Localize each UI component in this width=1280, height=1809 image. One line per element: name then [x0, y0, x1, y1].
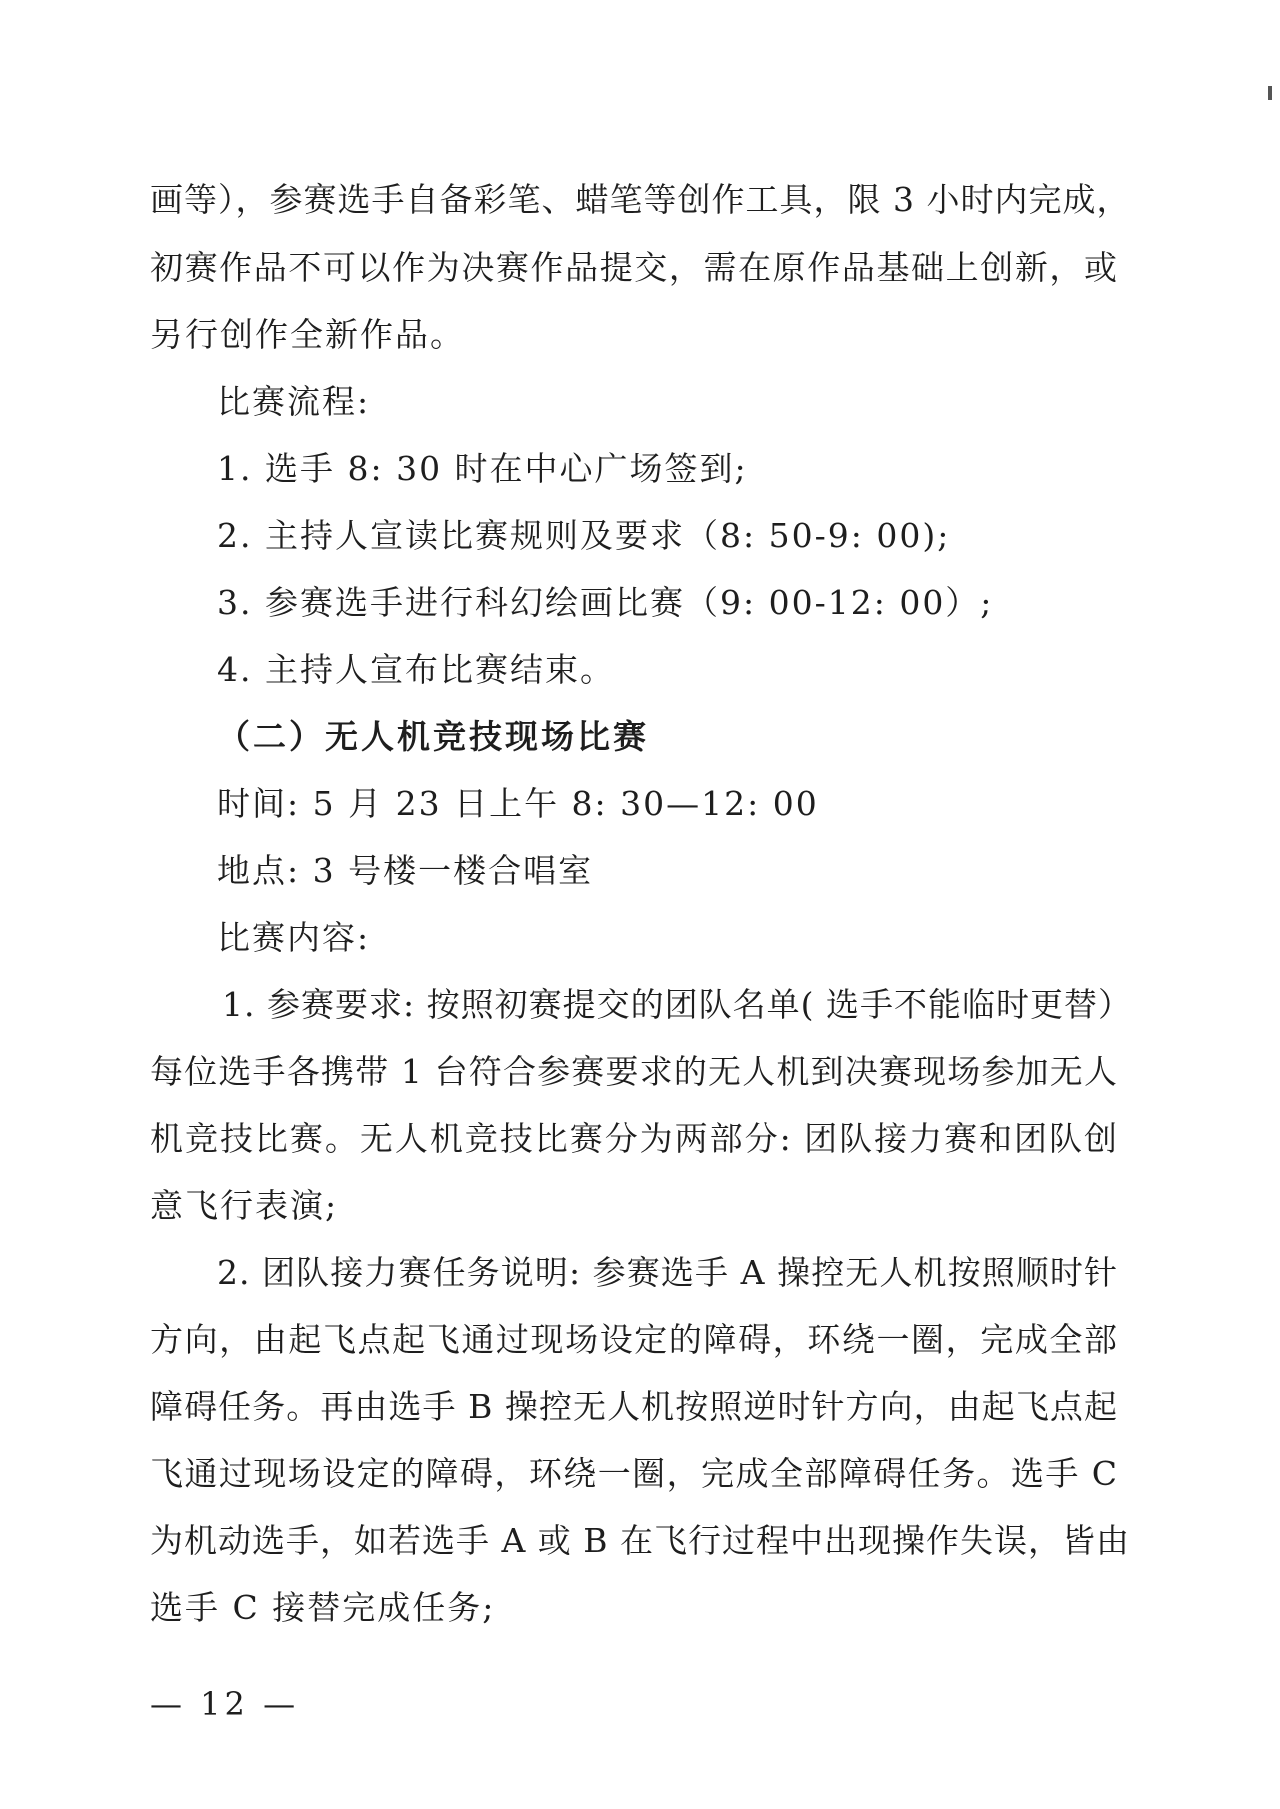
event-time: 时间: 5 月 23 日上午 8: 30—12: 00 [217, 784, 819, 823]
paragraph-line: 初赛作品不可以作为决赛作品提交，需在原作品基础上创新，或 [150, 248, 1118, 287]
paragraph-line: 机竞技比赛。无人机竞技比赛分为两部分: 团队接力赛和团队创 [150, 1119, 1118, 1158]
paragraph-line: 意飞行表演; [150, 1186, 339, 1225]
paragraph-line: 方向，由起飞点起飞通过现场设定的障碍，环绕一圈，完成全部 [150, 1320, 1118, 1359]
page-number: — 12 — [150, 1685, 300, 1723]
paragraph-line: 选手 C 接替完成任务; [150, 1588, 496, 1627]
paragraph-line: 每位选手各携带 1 台符合参赛要求的无人机到决赛现场参加无人 [150, 1052, 1118, 1091]
list-item: 1. 选手 8: 30 时在中心广场签到; [217, 449, 748, 488]
paragraph-line: 1. 参赛要求: 按照初赛提交的团队名单( 选手不能临时更替） [222, 985, 1132, 1024]
event-location: 地点: 3 号楼一楼合唱室 [217, 851, 594, 890]
list-item: 4. 主持人宣布比赛结束。 [217, 650, 615, 689]
paragraph-line: 飞通过现场设定的障碍，环绕一圈，完成全部障碍任务。选手 C [150, 1454, 1118, 1493]
list-item: 3. 参赛选手进行科幻绘画比赛（9: 00-12: 00）; [217, 583, 994, 622]
section-label: 比赛内容: [217, 918, 371, 957]
section-heading: （二）无人机竞技现场比赛 [217, 717, 649, 756]
scan-edge-mark [1268, 86, 1272, 100]
section-label: 比赛流程: [217, 382, 371, 421]
paragraph-line: 障碍任务。再由选手 B 操控无人机按照逆时针方向，由起飞点起 [150, 1387, 1118, 1426]
paragraph-line: 2. 团队接力赛任务说明: 参赛选手 A 操控无人机按照顺时针 [217, 1253, 1118, 1292]
paragraph-line: 另行创作全新作品。 [150, 315, 465, 354]
paragraph-line: 为机动选手，如若选手 A 或 B 在飞行过程中出现操作失误，皆由 [150, 1521, 1131, 1560]
list-item: 2. 主持人宣读比赛规则及要求（8: 50-9: 00); [217, 516, 951, 555]
paragraph-line: 画等），参赛选手自备彩笔、蜡笔等创作工具，限 3 小时内完成， [150, 180, 1131, 219]
